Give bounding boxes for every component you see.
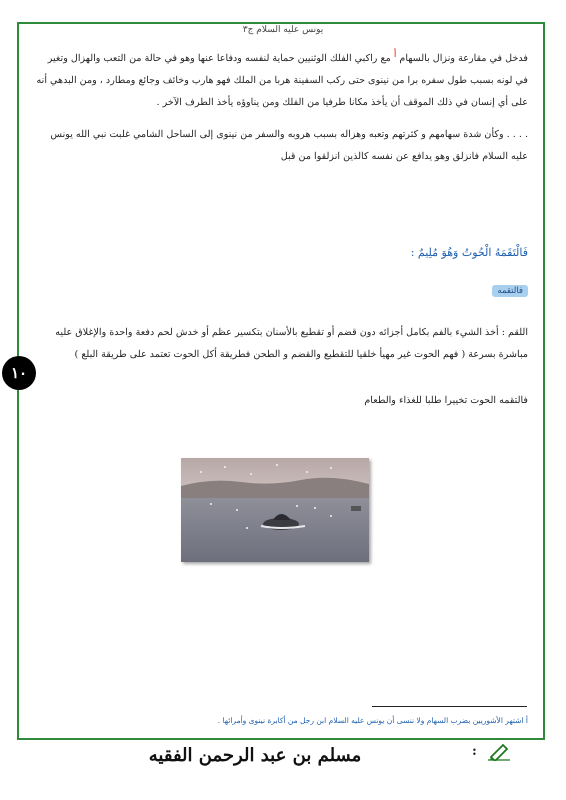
author-signature-text: مسلم بن عبد الرحمن الفقيه xyxy=(148,745,362,766)
running-header: يونس عليه السلام ج٣ xyxy=(242,25,324,35)
pen-icon xyxy=(488,741,512,761)
paragraph-4: فالتقمه الحوت تخييرا طلبا للغذاء والطعام xyxy=(364,395,528,406)
whale-photo xyxy=(181,458,369,562)
highlighted-term: فالتقمه xyxy=(492,285,528,297)
paragraph-1-rest: مع راكبي الفلك الوثنيين حماية لنفسه ودفاعا عنها وهو في حالة من التعب والهزال وتغير في لونه بسبب طول سفره برا من نينوى حتى ركب السفينة هربا من الملك فهو هارب وخائف وجائع ومطارد ، ومن البدهي أنه على أي إنسان في ذلك الموقف أن يأخذ مكانا طرفيا من الفلك ومن يناوؤه يأخذ الطرف الآخر . xyxy=(36,53,528,109)
paragraph-1 xyxy=(36,44,528,114)
whale-photo-illustration xyxy=(181,458,369,562)
footnote-divider xyxy=(372,706,527,707)
footnote: أ اشتهر الأشوريين بضرب السهام ولا ننسى أن يونس عليه السلام ابن رجل من أكابرة نينوى وأمرائها . xyxy=(217,716,528,725)
paragraph-3: اللقم : أخذ الشيء بالفم بكامل أجزائه دون قضم أو تقطيع بالأسنان بتكسير عظم أو خدش لحم دفعة واحدة والإغلاق عليه مباشرة بسرعة ( فهم الحوت غير مهيأ خلقيا للتقطيع والقضم و الطحن فطريقة أكل الحوت تعتمد على طريقة البلع ) xyxy=(55,327,528,360)
author-signature xyxy=(20,742,490,766)
signature-colon: : xyxy=(472,744,477,759)
footnote-ref-mark[interactable]: أ xyxy=(393,50,397,60)
paragraph-1-start: فدخل في مقارعة ونزال بالسهام xyxy=(399,53,528,65)
definition-block xyxy=(36,322,528,366)
quran-verse: فَالْتَقَمَهُ الْحُوتُ وَهُوَ مُلِيمٌ : xyxy=(410,246,528,259)
page-number-badge: ١٠ xyxy=(2,356,36,390)
conclusion-block xyxy=(36,390,528,412)
paragraph-2: . . . . وكأن شدة سهامهم و كثرتهم وتعبه وهزاله بسبب هروبه والسفر من نينوى إلى الساحل الشامي غلبت نبي الله يونس عليه السلام فانزلق وهو يدافع عن نفسه كالذين انزلقوا من قبل xyxy=(50,129,528,163)
main-text xyxy=(36,44,528,168)
